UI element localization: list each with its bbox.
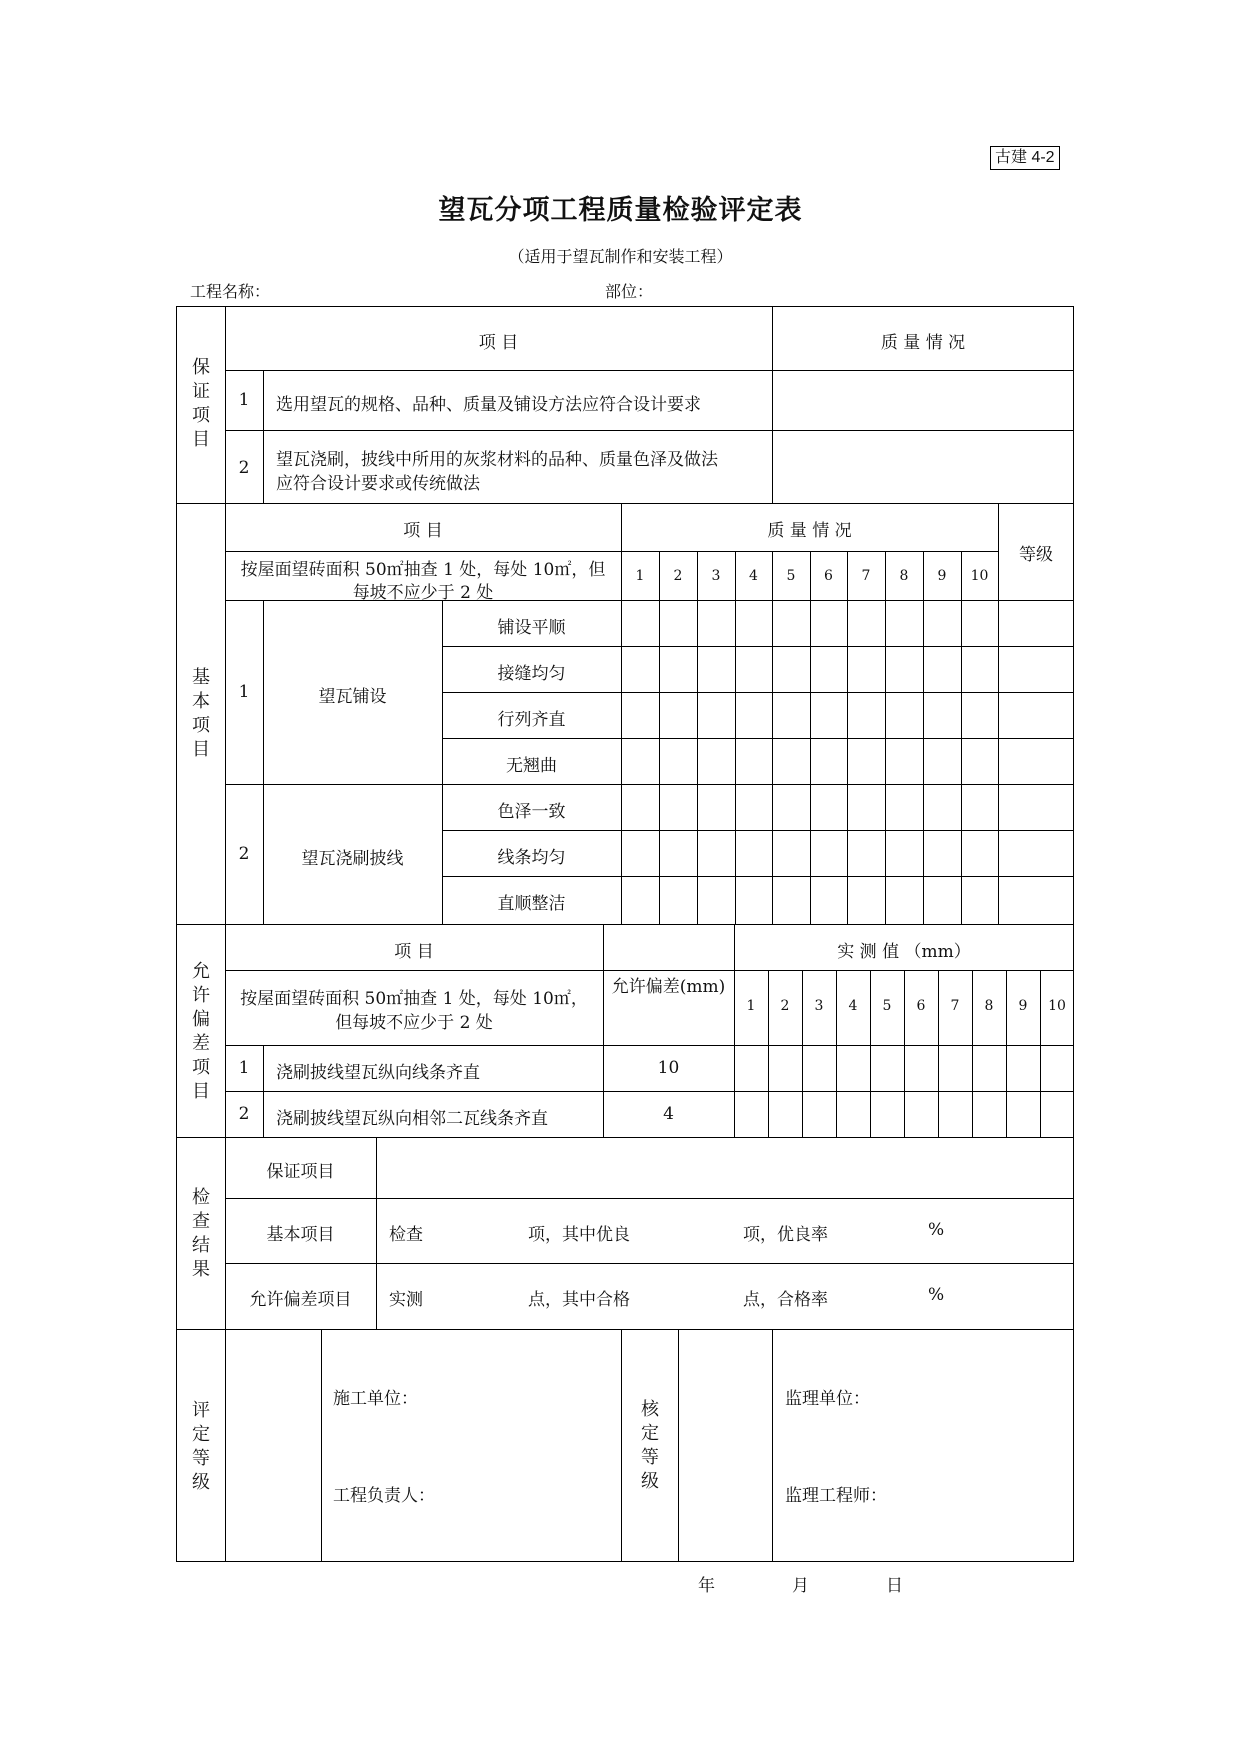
tolerance-header-measured: 实 测 值 （mm）	[837, 942, 971, 962]
table-grid-lines	[176, 306, 1074, 1562]
tolerance-row-2-text: 浇刷披线望瓦纵向相邻二瓦线条齐直	[276, 1109, 548, 1129]
results-tolerance-measured: 实测	[389, 1290, 423, 1310]
form-subtitle: （适用于望瓦制作和安装工程）	[508, 247, 733, 266]
tolerance-col-number: 7	[950, 998, 960, 1014]
tolerance-col-number: 2	[780, 998, 790, 1014]
results-basic-excellent: 项，其中优良	[528, 1225, 630, 1245]
results-tolerance-rate: 点，合格率	[743, 1290, 828, 1310]
results-row-tolerance-label: 允许偏差项目	[249, 1290, 352, 1310]
tolerance-col-number: 9	[1018, 998, 1028, 1014]
basic-col-number: 5	[786, 568, 796, 584]
basic-item-rows-straight: 行列齐直	[497, 710, 566, 730]
basic-header-grade: 等级	[1019, 545, 1053, 565]
tolerance-header-item: 项 目	[394, 942, 434, 962]
tolerance-row-2-value: 4	[663, 1104, 674, 1124]
basic-item-laying-smooth: 铺设平顺	[497, 618, 566, 638]
basic-item-no-warping: 无翘曲	[506, 756, 557, 776]
results-basic-excellent-rate: 项，优良率	[743, 1225, 828, 1245]
date-month-label: 月	[792, 1576, 809, 1596]
tolerance-col-number: 5	[882, 998, 892, 1014]
tolerance-col-number: 4	[848, 998, 858, 1014]
tolerance-row-1-value: 10	[657, 1058, 680, 1078]
basic-col-number: 3	[711, 568, 721, 584]
basic-col-number: 2	[673, 568, 683, 584]
tolerance-col-number: 3	[814, 998, 824, 1014]
evaluation-form-table	[176, 306, 1074, 1562]
guarantee-row-1-no: 1	[238, 390, 250, 410]
basic-col-number: 8	[899, 568, 909, 584]
guarantee-row-2-text-line2: 应符合设计要求或传统做法	[276, 474, 480, 494]
form-code-label: 古建 4-2	[990, 146, 1060, 170]
guarantee-row-1-text: 选用望瓦的规格、品种、质量及铺设方法应符合设计要求	[276, 395, 701, 415]
tolerance-header-tol: 允许偏差(mm)	[611, 977, 726, 997]
project-name-label: 工程名称：	[190, 282, 271, 301]
section-label-basic: 基 本 项 目	[192, 667, 210, 760]
guarantee-header-quality: 质 量 情 况	[880, 333, 966, 353]
tolerance-col-number: 10	[1048, 998, 1066, 1014]
basic-col-number: 7	[861, 568, 871, 584]
tolerance-sampling-line1: 按屋面望砖面积 50㎡抽查 1 处，每处 10㎡，	[240, 989, 588, 1009]
basic-item-lines-even: 线条均匀	[497, 848, 566, 868]
basic-col-number: 9	[937, 568, 947, 584]
tolerance-sampling-line2: 但每坡不应少于 2 处	[335, 1013, 493, 1033]
supervision-engineer-label: 监理工程师：	[785, 1486, 887, 1506]
results-row-guarantee-label: 保证项目	[266, 1162, 335, 1182]
guarantee-row-2-no: 2	[238, 458, 250, 478]
basic-item-joints-even: 接缝均匀	[497, 664, 566, 684]
section-label-evaluation: 评 定 等 级	[192, 1400, 210, 1493]
basic-sampling-line1: 按屋面望砖面积 50㎡抽查 1 处，每处 10㎡，但	[240, 560, 606, 580]
tolerance-col-number: 6	[916, 998, 926, 1014]
section-label-guarantee: 保 证 项 目	[192, 357, 210, 450]
basic-group-1-no: 1	[238, 682, 250, 702]
verify-grade-label: 核 定 等 级	[641, 1399, 659, 1492]
basic-item-straight-clean: 直顺整洁	[497, 894, 566, 914]
tolerance-col-number: 1	[746, 998, 756, 1014]
guarantee-row-2-text-line1: 望瓦浇刷，披线中所用的灰浆材料的品种、质量色泽及做法	[276, 450, 718, 470]
construction-unit-label: 施工单位：	[333, 1389, 418, 1409]
basic-sampling-line2: 每坡不应少于 2 处	[352, 583, 494, 603]
results-tolerance-percent: %	[928, 1285, 945, 1305]
basic-group-2-name: 望瓦浇刷披线	[301, 849, 404, 869]
guarantee-header-item: 项 目	[478, 333, 519, 353]
section-label-tolerance: 允 许 偏 差 项 目	[192, 961, 210, 1102]
date-year-label: 年	[698, 1576, 715, 1596]
basic-col-number: 6	[824, 568, 833, 584]
basic-header-item: 项 目	[403, 521, 443, 541]
tolerance-row-2-no: 2	[238, 1104, 250, 1124]
basic-item-color-uniform: 色泽一致	[497, 802, 566, 822]
results-row-basic-label: 基本项目	[266, 1225, 335, 1245]
tolerance-row-1-text: 浇刷披线望瓦纵向线条齐直	[276, 1063, 480, 1083]
project-manager-label: 工程负责人：	[333, 1486, 435, 1506]
form-title: 望瓦分项工程质量检验评定表	[438, 195, 803, 226]
results-basic-checked: 检查	[389, 1225, 423, 1245]
location-label: 部位：	[605, 282, 654, 301]
basic-group-1-name: 望瓦铺设	[318, 687, 387, 707]
section-label-results: 检 查 结 果	[192, 1187, 210, 1280]
basic-col-number: 4	[749, 568, 758, 584]
basic-header-quality: 质 量 情 况	[767, 521, 852, 541]
tolerance-col-number: 8	[984, 998, 994, 1014]
results-tolerance-qualified: 点，其中合格	[528, 1290, 630, 1310]
tolerance-row-1-no: 1	[238, 1058, 250, 1078]
date-day-label: 日	[886, 1576, 903, 1596]
basic-group-2-no: 2	[238, 844, 250, 864]
results-basic-percent: %	[928, 1220, 945, 1240]
basic-col-number: 10	[970, 568, 989, 584]
basic-col-number: 1	[635, 568, 645, 584]
supervision-unit-label: 监理单位：	[785, 1389, 870, 1409]
